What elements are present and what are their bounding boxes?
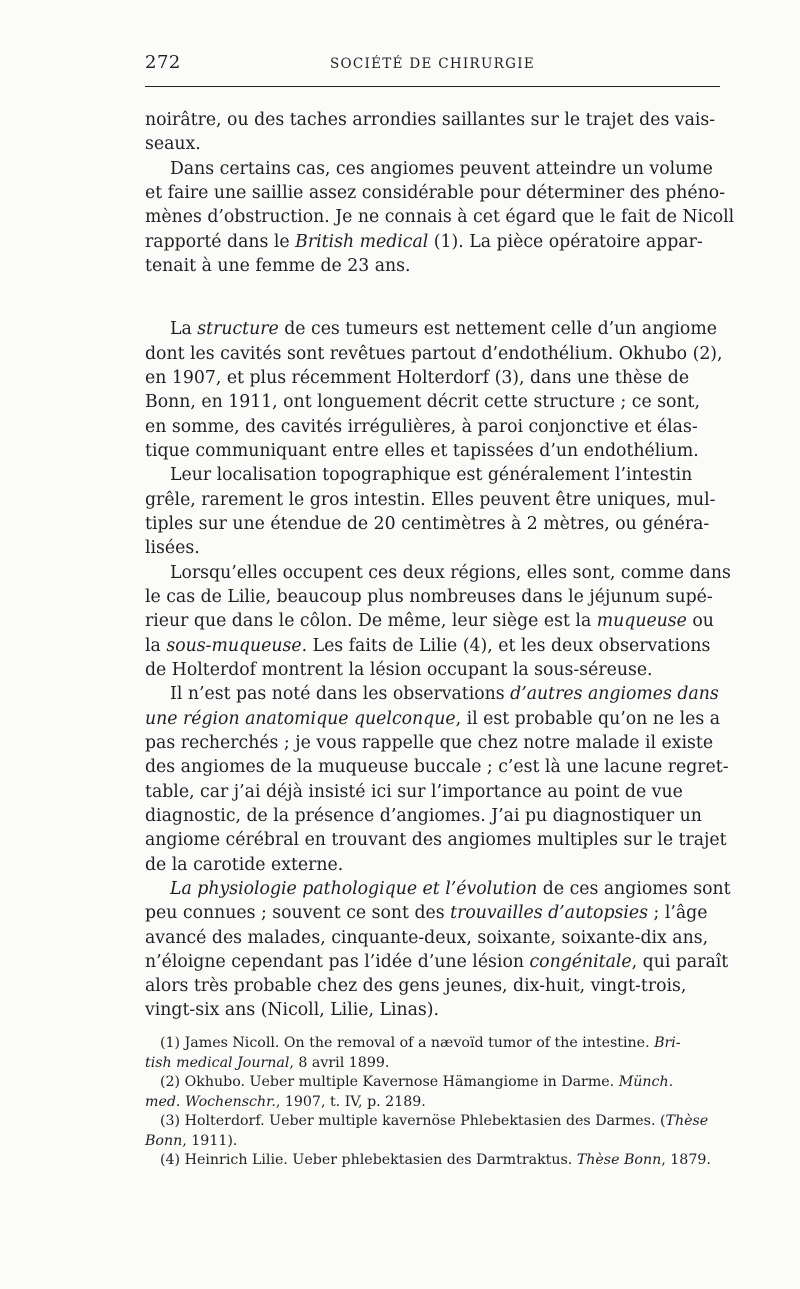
body-line (145, 877, 731, 901)
footnote-text: (4) Heinrich Lilie. Ueber phlebektasien des Darmtraktus. (160, 1152, 577, 1168)
body-line (145, 780, 720, 804)
body-line (145, 755, 729, 779)
body-text: , il est probable qu’on ne les a (455, 708, 721, 729)
body-text: ; l’âge (648, 903, 708, 924)
footnote-line (145, 1034, 720, 1054)
body-text: Dans certains cas, ces angiomes peuvent atteindre un volume (170, 158, 713, 179)
footnote-text: (3) Holterdorf. Ueber multiple kavernöse Phlebektasien des Darmes. ( (160, 1113, 666, 1129)
body-text: de la carotide externe. (145, 854, 344, 875)
footnotes (145, 1034, 720, 1171)
body-text: vingt-six ans (Nicoll, Lilie, Linas). (145, 1000, 440, 1021)
body-text: pas recherchés ; je vous rappelle que chez notre malade il existe (145, 732, 714, 753)
body-text: avancé des malades, cinquante-deux, soixante, soixante-dix ans, (145, 927, 709, 948)
body-line (145, 561, 731, 585)
body-text: la (145, 635, 167, 656)
body-italic: structure (197, 319, 279, 340)
body-italic: sous-muqueuse (166, 635, 302, 656)
body-text: rieur que dans le côlon. De même, leur siège est la (145, 611, 597, 632)
body-line (145, 804, 720, 828)
footnote-text: (2) Okhubo. Ueber multiple Kavernose Hämangiome in Darme. (160, 1074, 619, 1090)
body-text: noirâtre, ou des taches arrondies saillantes sur le trajet des vais- (145, 110, 716, 130)
body-line (145, 415, 720, 439)
footnote-text: , 1879. (661, 1152, 711, 1168)
body-text: Bonn, en 1911, ont longuement décrit cette structure ; ce sont, (145, 392, 700, 413)
footnote-italic: med. Wochenschr. (145, 1093, 276, 1110)
body-text: dont les cavités sont revêtues partout d’endothélium. Okhubo (2), (145, 343, 723, 364)
body-text: peu connues ; souvent ce sont des (145, 903, 451, 924)
body-line (145, 828, 727, 852)
footnote-italic: Thèse Bonn (576, 1152, 662, 1168)
footnote-line (145, 1112, 720, 1132)
body-italic: muqueuse (596, 611, 687, 632)
body-text: , qui paraît (631, 951, 729, 972)
footnote-italic: tish medical Journal (145, 1054, 290, 1071)
body-text: de ces angiomes sont (537, 878, 731, 899)
page-number: 272 (145, 52, 181, 73)
footnote-italic: Bonn (145, 1132, 183, 1149)
body-line (145, 901, 720, 925)
body-line (145, 974, 720, 998)
body-line (145, 230, 720, 254)
body-line (145, 205, 735, 229)
body-text: des angiomes de la muqueuse buccale ; c’est là une lacune regret- (145, 757, 729, 778)
body-text: de Holterdof montrent la lésion occupant la sous-séreuse. (145, 659, 653, 680)
body-text: grêle, rarement le gros intestin. Elles peuvent être uniques, mul- (145, 489, 716, 510)
body-line (145, 390, 720, 414)
body-italic: congénitale (529, 951, 632, 972)
body-line (145, 108, 720, 132)
page-header (145, 50, 720, 87)
body-text: de ces tumeurs est nettement celle d’un angiome (278, 319, 717, 340)
body-line (145, 181, 726, 205)
body-line (145, 998, 720, 1022)
body-text: tiples sur une étendue de 20 centimètres à 2 mètres, ou généra- (145, 513, 710, 534)
body-italic: d’autres angiomes dans (510, 684, 719, 705)
footnote-italic: Bri- (654, 1035, 681, 1051)
footnote-line (145, 1151, 720, 1171)
body-line (145, 707, 720, 731)
body-text: table, car j’ai déjà insisté ici sur l’importance au point de vue (145, 781, 683, 802)
body-line (145, 488, 720, 512)
body-text: n’éloigne cependant pas l’idée d’une lésion (145, 951, 530, 972)
body-line (145, 609, 720, 633)
body-line (145, 658, 720, 682)
body-text: lisées. (145, 538, 200, 559)
footnote-text: , 1907, t. IV, p. 2189. (275, 1093, 426, 1110)
body-line (145, 950, 729, 974)
footnote-line (145, 1054, 720, 1074)
body-line (145, 366, 720, 390)
body-text: tique communiquant entre elles et tapissées d’un endothélium. (145, 440, 699, 461)
footnote-italic: Münch. (618, 1074, 674, 1090)
body-text (145, 108, 735, 1023)
body-text: mènes d’obstruction. Je ne connais à cet égard que le fait de Nicoll (145, 207, 735, 228)
paragraph-gap (145, 278, 720, 317)
body-italic: La physiologie pathologique et l’évolution (170, 878, 538, 899)
footnote-text: (1) James Nicoll. On the removal of a nævoïd tumor of the intestine. (160, 1035, 655, 1051)
body-line (145, 132, 720, 156)
body-italic: une région anatomique quelconque (145, 708, 456, 729)
body-text: (1). La pièce opératoire appar- (428, 231, 703, 252)
body-line (145, 512, 720, 536)
body-text: alors très probable chez des gens jeunes, dix-huit, vingt-trois, (145, 976, 687, 997)
body-text: seaux. (145, 134, 201, 155)
body-text: diagnostic, de la présence d’angiomes. J’ai pu diagnostiquer un (145, 805, 702, 826)
body-line (145, 342, 723, 366)
body-line (145, 536, 720, 560)
body-line (145, 634, 720, 658)
footnote-italic: Thèse (665, 1113, 709, 1129)
body-line (145, 926, 720, 950)
body-line (145, 731, 720, 755)
body-line (145, 254, 720, 278)
body-text: tenait à une femme de 23 ans. (145, 255, 411, 276)
footnote-line (145, 1073, 720, 1093)
body-text: le cas de Lilie, beaucoup plus nombreuses dans le jéjunum supé- (145, 586, 713, 607)
body-line (145, 853, 720, 877)
body-line (145, 157, 720, 181)
body-text: rapporté dans le (145, 231, 296, 252)
footnote-line (145, 1132, 720, 1152)
body-text: . Les faits de Lilie (4), et les deux observations (301, 635, 711, 656)
body-line (145, 682, 720, 706)
body-line (145, 439, 720, 463)
body-line (145, 585, 720, 609)
body-italic: British medical (295, 231, 429, 252)
body-text: en 1907, et plus récemment Holterdorf (3), dans une thèse de (145, 367, 690, 388)
body-text: en somme, des cavités irrégulières, à paroi conjonctive et élas- (145, 416, 698, 437)
body-line (145, 463, 720, 487)
body-text: Il n’est pas noté dans les observations (170, 684, 511, 705)
body-text: angiome cérébral en trouvant des angiomes multiples sur le trajet (145, 830, 727, 851)
body-italic: trouvailles d’autopsies (450, 903, 649, 924)
body-line (145, 317, 720, 341)
body-text: La (170, 319, 198, 340)
footnote-text: , 1911). (182, 1132, 238, 1149)
footnote-text: , 8 avril 1899. (289, 1054, 390, 1071)
body-text: Leur localisation topographique est généralement l’intestin (170, 465, 693, 486)
running-title: SOCIÉTÉ DE CHIRURGIE (329, 56, 536, 72)
body-text: Lorsqu’elles occupent ces deux régions, elles sont, comme dans (170, 562, 731, 583)
body-text: ou (686, 611, 714, 632)
footnote-line (145, 1093, 720, 1113)
body-text: et faire une saillie assez considérable pour déterminer des phéno- (145, 182, 726, 203)
